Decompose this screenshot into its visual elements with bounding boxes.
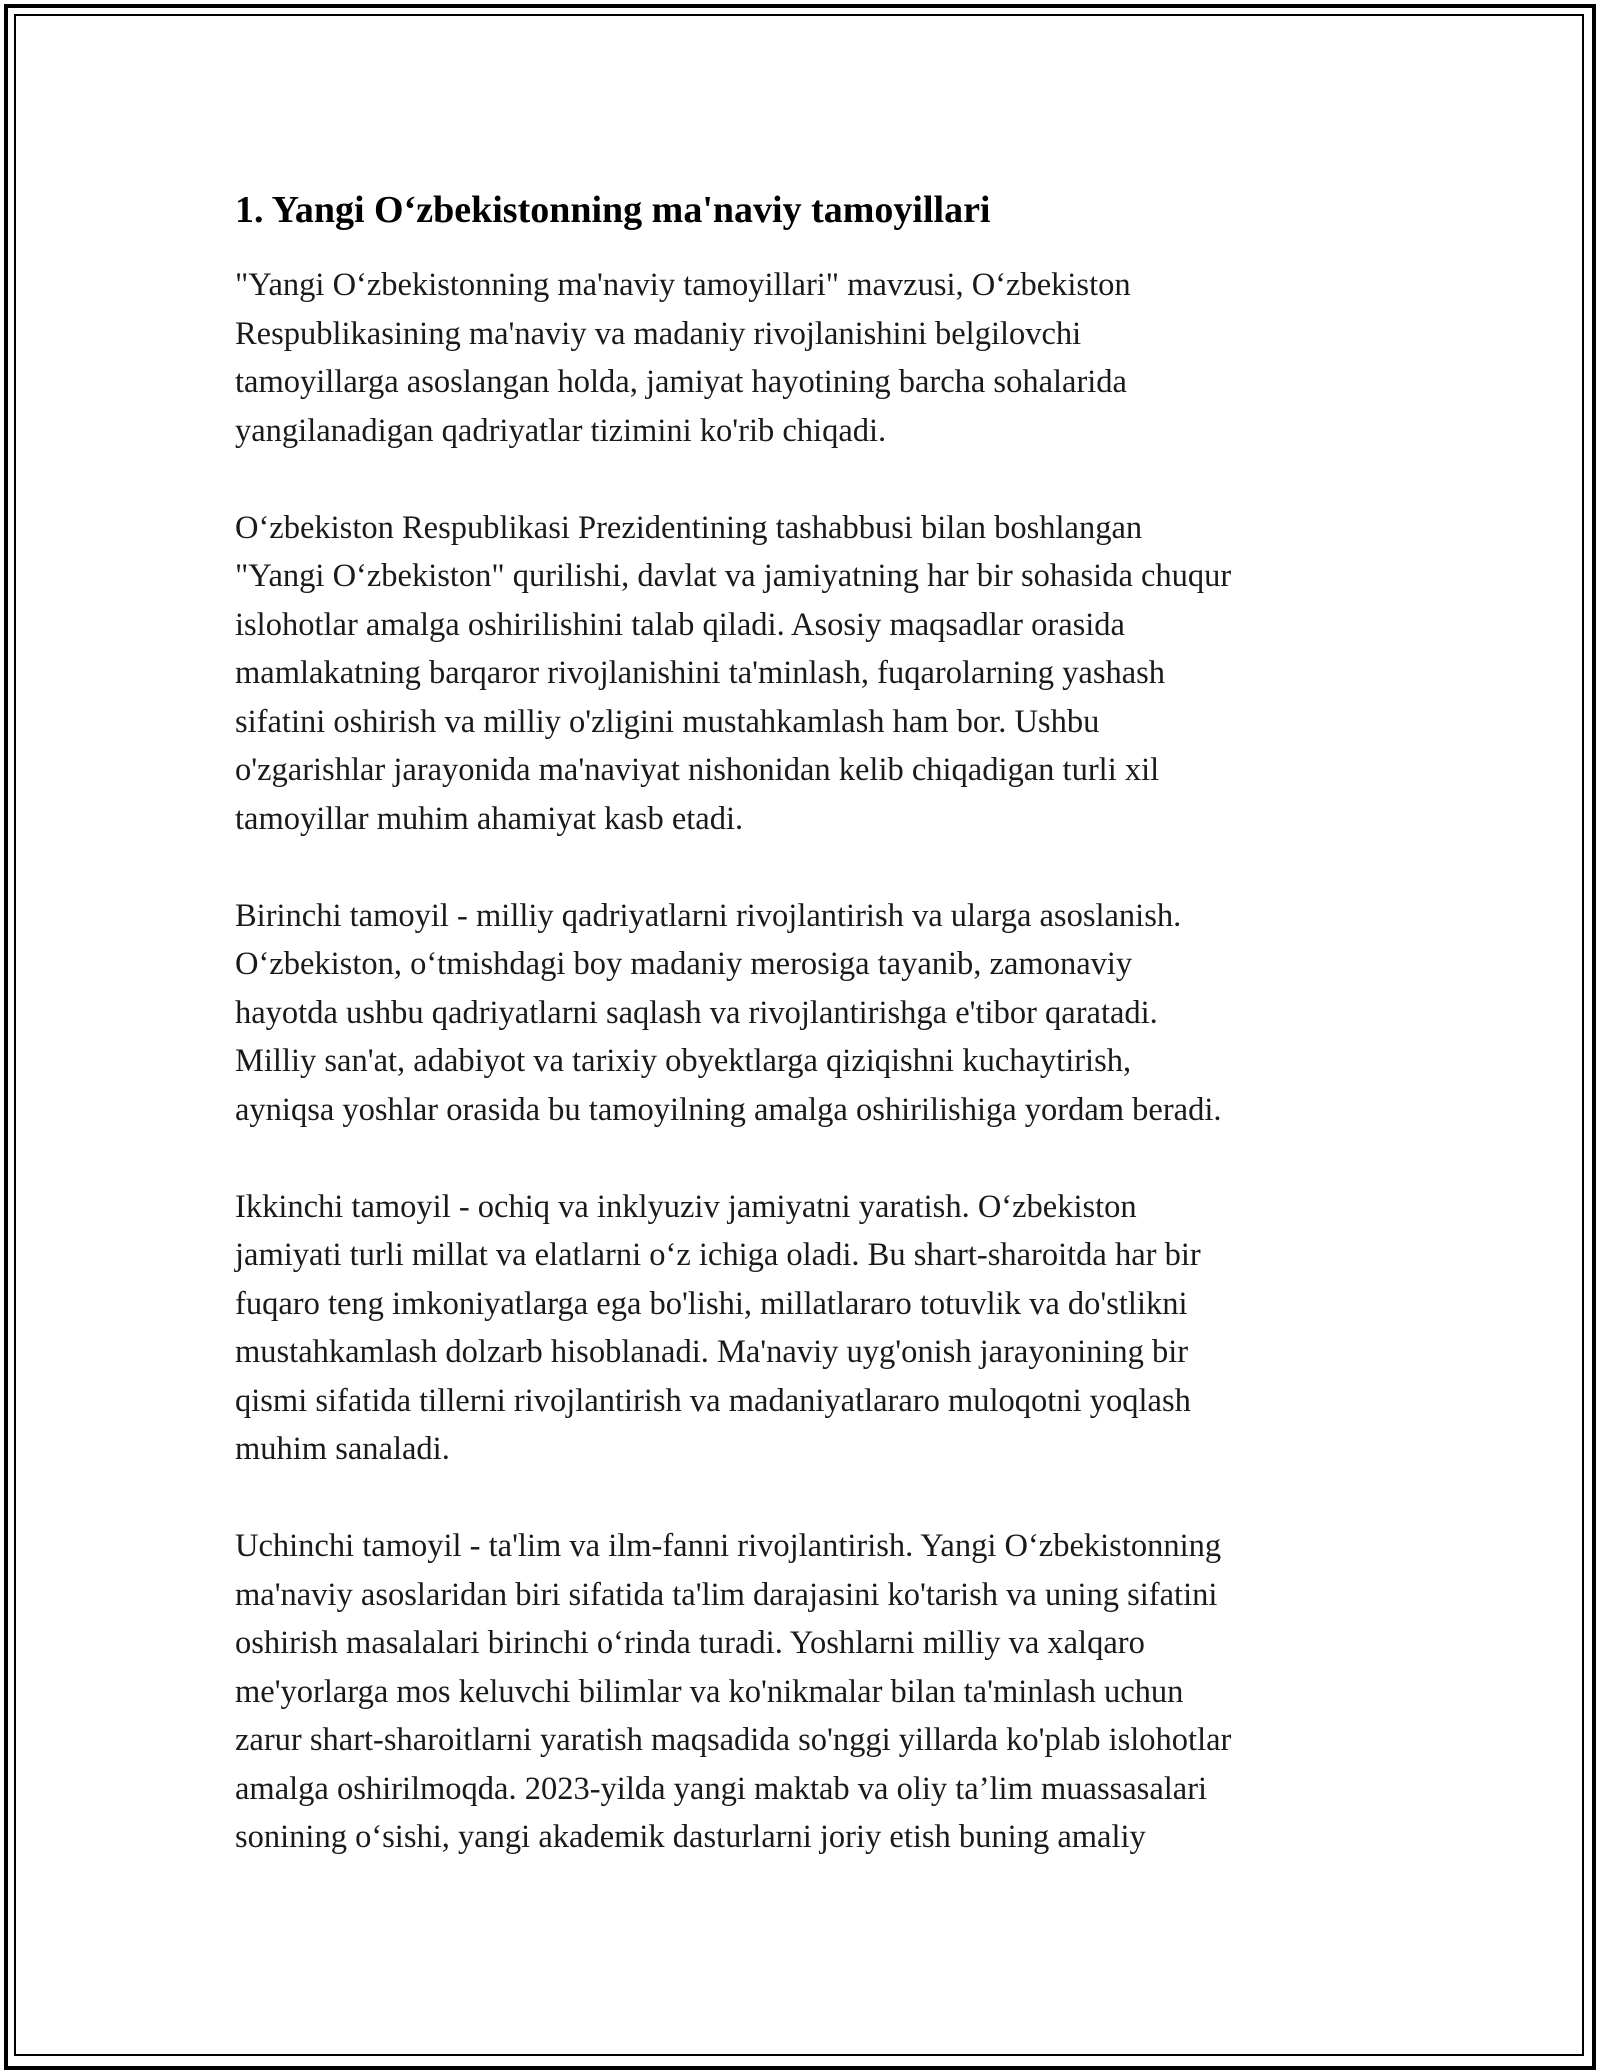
document-body: [235, 185, 1395, 1910]
paragraph-line: sifatini oshirish va milliy o'zligini mustahkamlash ham bor. Ushbu: [235, 703, 1100, 740]
paragraph-line: tamoyillarga asoslangan holda, jamiyat hayotining barcha sohalarida: [235, 364, 1127, 400]
paragraph-first-principle: [235, 892, 1395, 1135]
paragraph-line: ma'naviy asoslaridan biri sifatida ta'lim darajasini ko'tarish va uning sifatini: [235, 1576, 1218, 1613]
paragraph-line: oshirish masalalari birinchi o‘rinda turadi. Yoshlarni milliy va xalqaro: [235, 1625, 1145, 1661]
paragraph-line: Respublikasining ma'naviy va madaniy rivojlanishini belgilovchi: [235, 315, 1082, 352]
paragraph-line: o'zgarishlar jarayonida ma'naviyat nishonidan kelib chiqadigan turli xil: [235, 752, 1160, 788]
paragraph-context: [235, 504, 1395, 844]
paragraph-line: Birinchi tamoyil - milliy qadriyatlarni rivojlantirish va ularga asoslanish.: [235, 897, 1182, 934]
paragraph-line: muhim sanaladi.: [235, 1431, 450, 1467]
paragraph-line: hayotda ushbu qadriyatlarni saqlash va rivojlantirishga e'tibor qaratadi.: [235, 994, 1158, 1031]
paragraph-line: amalga oshirilmoqda. 2023-yilda yangi maktab va oliy ta’lim muassasalari: [235, 1770, 1208, 1807]
paragraph-line: Milliy san'at, adabiyot va tarixiy obyektlarga qiziqishni kuchaytirish,: [235, 1043, 1132, 1079]
paragraph-line: mamlakatning barqaror rivojlanishini ta'minlash, fuqarolarning yashash: [235, 655, 1166, 691]
paragraph-line: tamoyillar muhim ahamiyat kasb etadi.: [235, 800, 744, 837]
paragraph-line: jamiyati turli millat va elatlarni o‘z ichiga oladi. Bu shart-sharoitda har bir: [235, 1237, 1201, 1273]
paragraph-line: ayniqsa yoshlar orasida bu tamoyilning amalga oshirilishiga yordam beradi.: [235, 1091, 1222, 1128]
paragraph-line: yangilanadigan qadriyatlar tizimini ko'rib chiqadi.: [235, 412, 887, 449]
paragraph-line: fuqaro teng imkoniyatlarga ega bo'lishi, millatlararo totuvlik va do'stlikni: [235, 1285, 1188, 1322]
paragraph-line: O‘zbekiston, o‘tmishdagi boy madaniy merosiga tayanib, zamonaviy: [235, 946, 1133, 982]
paragraph-line: zarur shart-sharoitlarni yaratish maqsadida so'nggi yillarda ko'plab islohotlar: [235, 1722, 1232, 1758]
paragraph-line: islohotlar amalga oshirilishini talab qiladi. Asosiy maqsadlar orasida: [235, 606, 1125, 643]
paragraph-second-principle: [235, 1183, 1395, 1474]
paragraph-line: "Yangi O‘zbekistonning ma'naviy tamoyillari" mavzusi, O‘zbekiston: [235, 267, 1131, 303]
paragraph-line: me'yorlarga mos keluvchi bilimlar va ko'nikmalar bilan ta'minlash uchun: [235, 1673, 1184, 1710]
paragraph-line: "Yangi O‘zbekiston" qurilishi, davlat va jamiyatning har bir sohasida chuqur: [235, 558, 1232, 594]
document-title: 1. Yangi O‘zbekistonning ma'naviy tamoyillari: [235, 189, 991, 231]
paragraph-line: qismi sifatida tillerni rivojlantirish va madaniyatlararo muloqotni yoqlash: [235, 1382, 1191, 1419]
paragraph-line: Ikkinchi tamoyil - ochiq va inklyuziv jamiyatni yaratish. O‘zbekiston: [235, 1188, 1137, 1225]
paragraph-intro: [235, 261, 1395, 455]
paragraph-third-principle: [235, 1522, 1395, 1862]
paragraph-line: Uchinchi tamoyil - ta'lim va ilm-fanni rivojlantirish. Yangi O‘zbekistonning: [235, 1528, 1222, 1564]
paragraph-line: mustahkamlash dolzarb hisoblanadi. Ma'naviy uyg'onish jarayonining bir: [235, 1334, 1189, 1370]
paragraph-line: O‘zbekiston Respublikasi Prezidentining tashabbusi bilan boshlangan: [235, 509, 1143, 546]
paragraph-line: sonining o‘sishi, yangi akademik dasturlarni joriy etish buning amaliy: [235, 1819, 1146, 1855]
